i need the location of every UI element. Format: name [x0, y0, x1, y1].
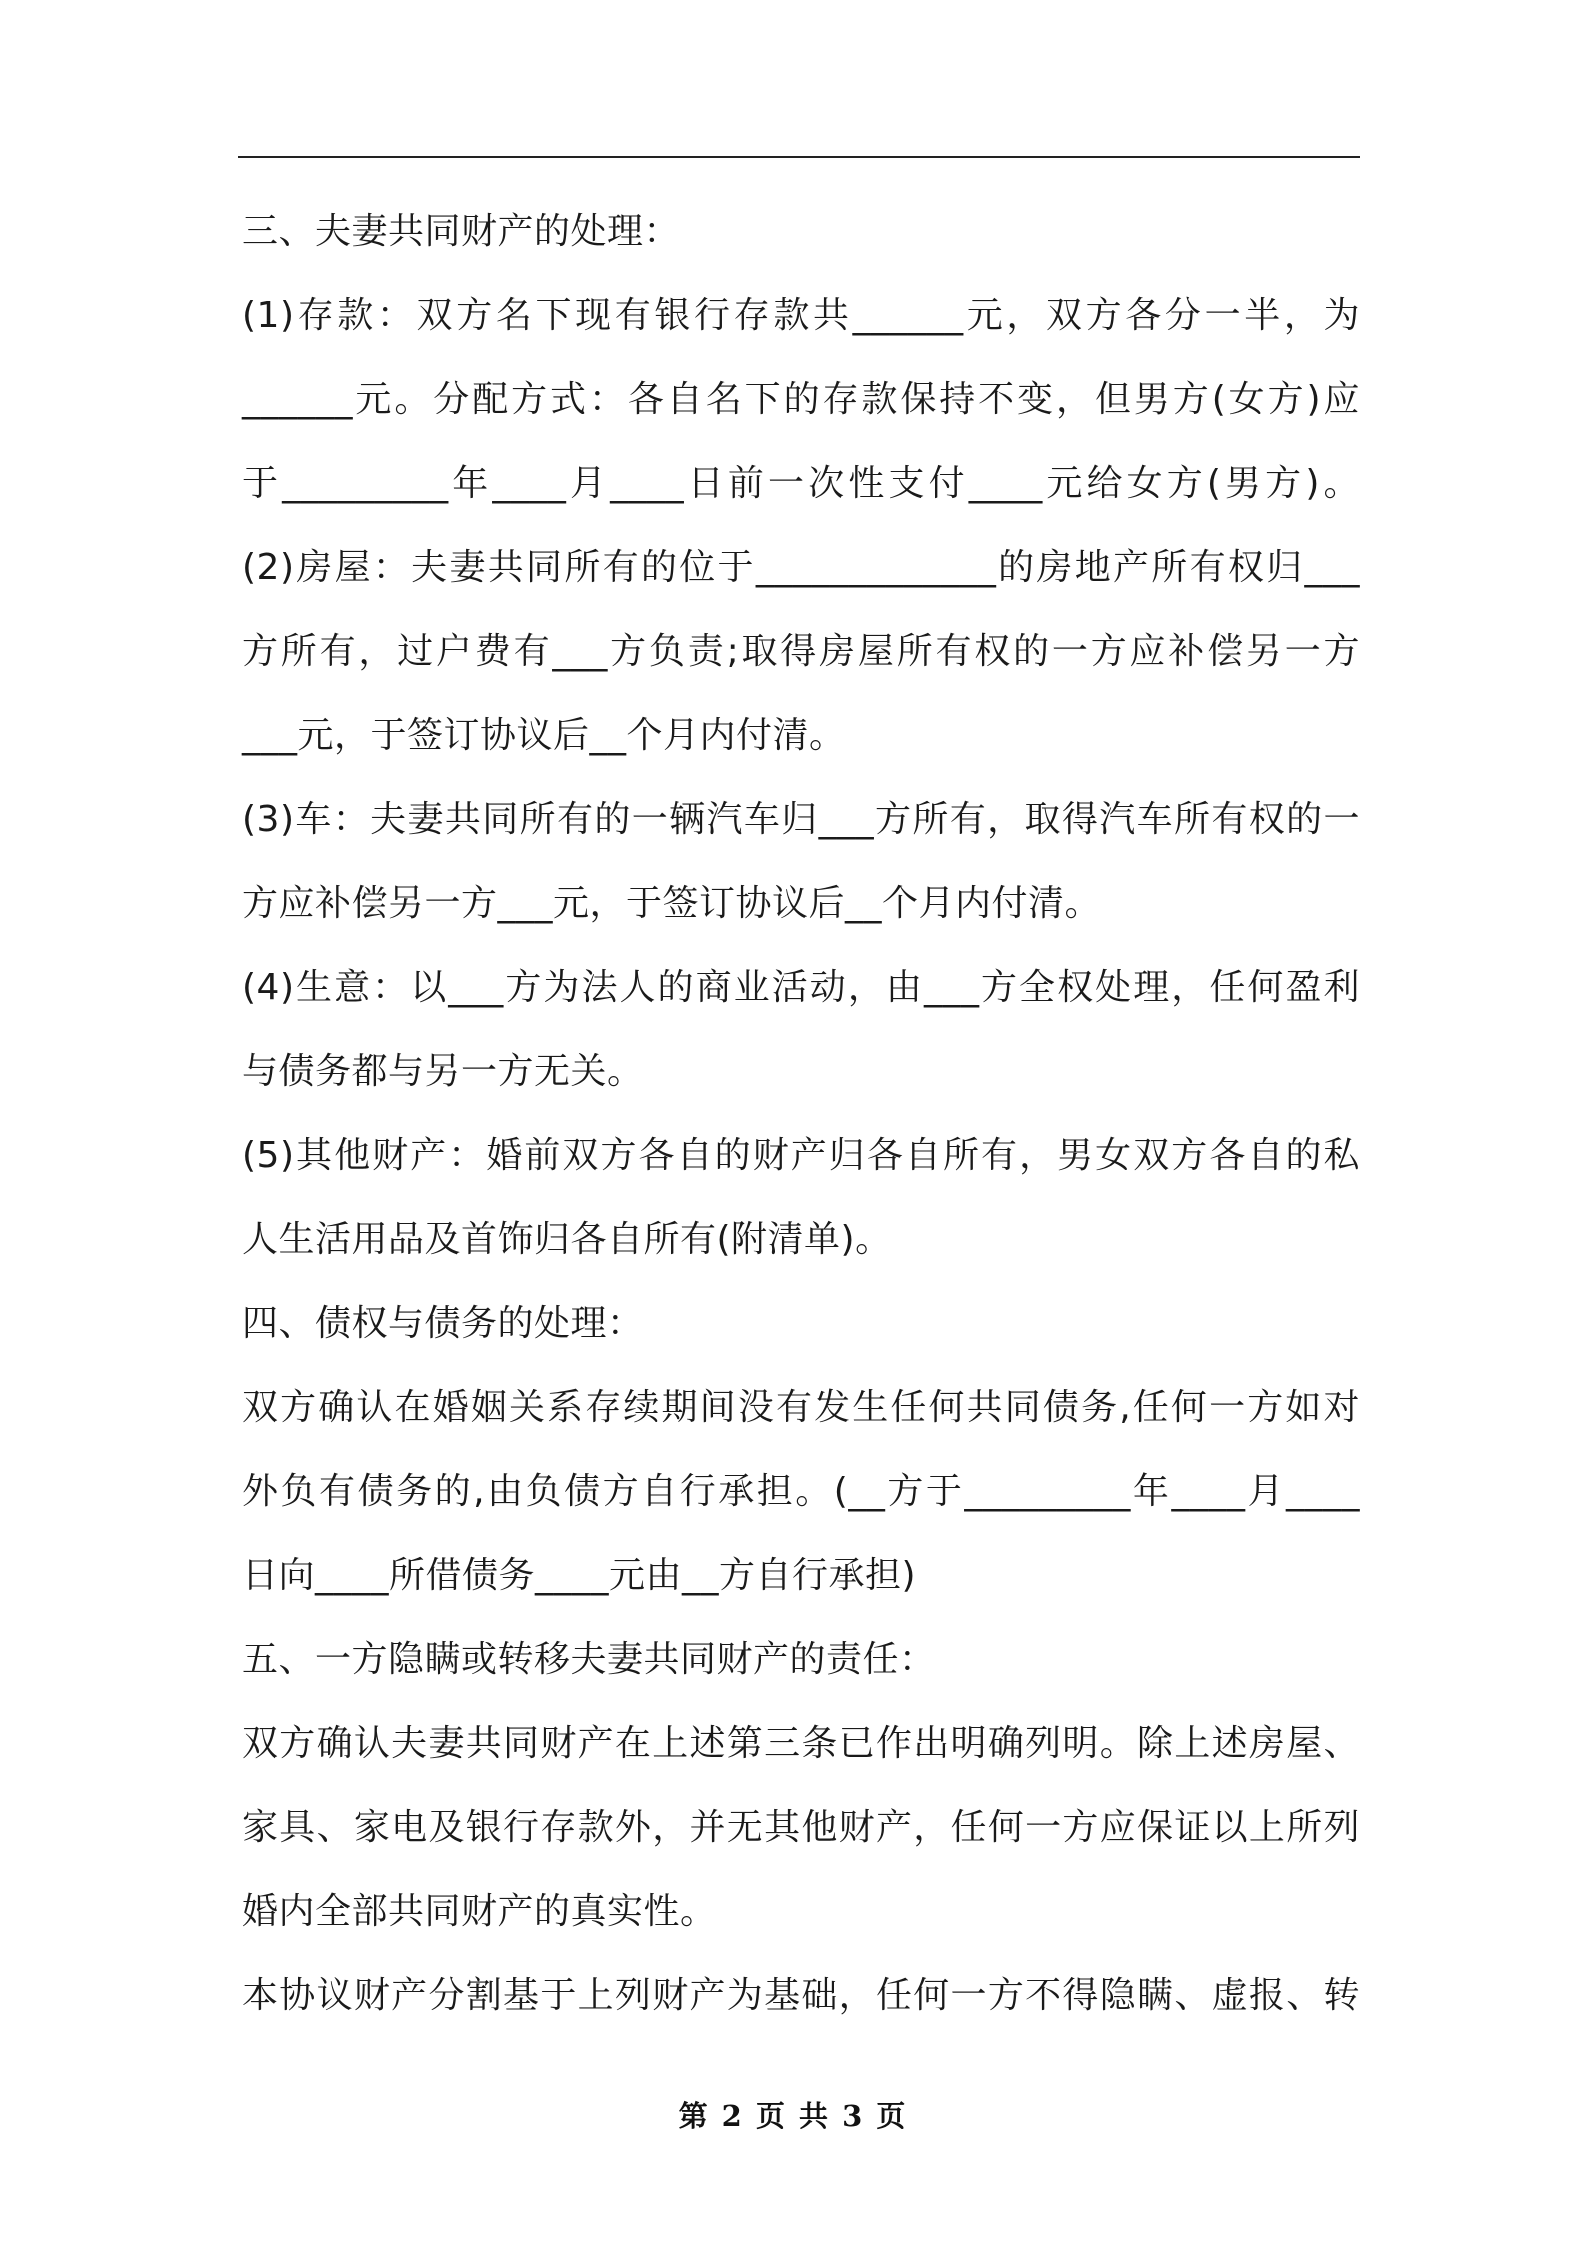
- body-line: 本协议财产分割基于上列财产为基础，任何一方不得隐瞒、虚报、转: [242, 1975, 1360, 2016]
- body-line: 日向____所借债务____元由__方自行承担): [242, 1555, 917, 1596]
- body-line: (5)其他财产：婚前双方各自的财产归各自所有，男女双方各自的私: [242, 1135, 1360, 1176]
- section-heading: 四、债权与债务的处理：: [242, 1303, 644, 1344]
- body-line: 双方确认在婚姻关系存续期间没有发生任何共同债务,任何一方如对: [242, 1387, 1360, 1428]
- body-line: 与债务都与另一方无关。: [242, 1051, 644, 1092]
- body-line: 方应补偿另一方___元，于签订协议后__个月内付清。: [242, 883, 1102, 924]
- body-line: (1)存款：双方名下现有银行存款共______元，双方各分一半，为: [242, 295, 1360, 336]
- section-heading: 五、一方隐瞒或转移夫妻共同财产的责任：: [242, 1639, 936, 1680]
- body-line: ___元，于签订协议后__个月内付清。: [242, 715, 846, 756]
- section-heading: 三、夫妻共同财产的处理：: [242, 211, 681, 252]
- body-line: (2)房屋：夫妻共同所有的位于_____________的房地产所有权归___: [242, 547, 1360, 588]
- body-line: (3)车：夫妻共同所有的一辆汽车归___方所有，取得汽车所有权的一: [242, 799, 1360, 840]
- body-line: (4)生意：以___方为法人的商业活动，由___方全权处理，任何盈利: [242, 967, 1360, 1008]
- body-line: 婚内全部共同财产的真实性。: [242, 1891, 717, 1932]
- page-number: 第 2 页 共 3 页: [678, 2099, 908, 2133]
- body-line: 人生活用品及首饰归各自所有(附清单)。: [242, 1219, 892, 1260]
- body-line: ______元。分配方式：各自名下的存款保持不变，但男方(女方)应: [242, 379, 1360, 420]
- body-line: 外负有债务的,由负债方自行承担。(__方于_________年____月____: [242, 1471, 1360, 1512]
- body-line: 家具、家电及银行存款外，并无其他财产，任何一方应保证以上所列: [242, 1807, 1360, 1848]
- body-line: 于_________年____月____日前一次性支付____元给女方(男方)。: [242, 463, 1360, 504]
- body-line: 双方确认夫妻共同财产在上述第三条已作出明确列明。除上述房屋、: [242, 1723, 1360, 1764]
- body-line: 方所有，过户费有___方负责;取得房屋所有权的一方应补偿另一方: [242, 631, 1360, 672]
- header-rule: [238, 156, 1360, 158]
- document-body: [242, 190, 1360, 2038]
